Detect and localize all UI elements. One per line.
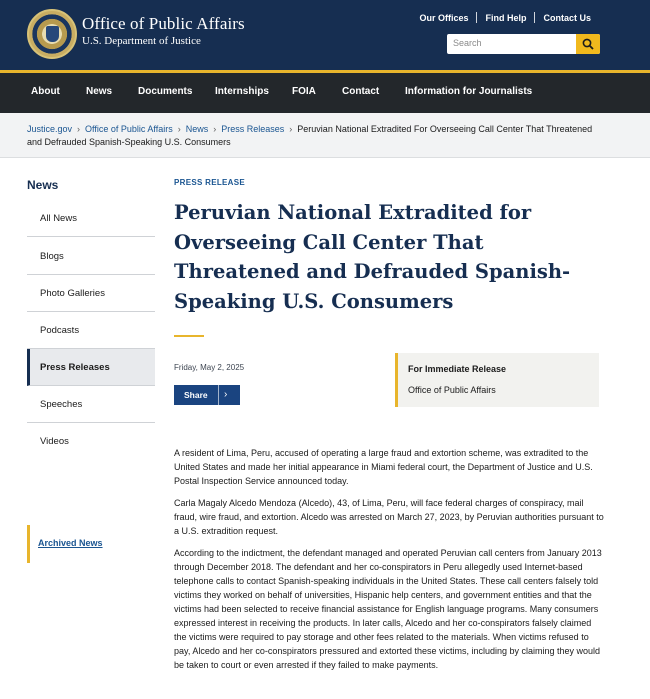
nav-news[interactable]: News: [86, 86, 113, 97]
sidebar-item-press-releases[interactable]: [27, 349, 155, 386]
article-body: [174, 446, 606, 680]
search-placeholder: Search: [453, 38, 482, 48]
sidebar-item-podcasts[interactable]: [27, 312, 155, 349]
sidebar-item-videos[interactable]: [27, 423, 155, 460]
sidebar-item-speeches[interactable]: [27, 386, 155, 423]
doj-seal-icon[interactable]: [27, 9, 77, 59]
divider: [534, 12, 535, 23]
article-paragraph: Carla Magaly Alcedo Mendoza (Alcedo), 43, of Lima, Peru, will face federal charges of conspiracy, mail fraud, wire fraud, and extortion. Alcedo was arrested on March 27, 2023, by Peruvian authorities pursuant to a U.S. extradition request.: [174, 498, 604, 536]
archived-news-link[interactable]: [27, 525, 155, 563]
search-button[interactable]: [576, 34, 600, 54]
contact-us-link[interactable]: Contact Us: [543, 12, 591, 23]
archived-news-label: Archived News: [38, 538, 103, 548]
article-paragraph: A resident of Lima, Peru, accused of operating a large fraud and extortion scheme, was extradited to the United States and made her initial appearance in Miami federal court, the Department of Justice and U.S. Postal Inspection Service announced today.: [174, 448, 593, 486]
release-info-box: [395, 353, 599, 407]
find-help-link[interactable]: Find Help: [485, 12, 527, 23]
sidebar-item-label: Blogs: [40, 251, 64, 262]
chevron-right-icon: ›: [77, 124, 81, 134]
article-type-label: PRESS RELEASE: [174, 178, 246, 187]
nav-information-for-journalists[interactable]: Information for Journalists: [405, 86, 533, 97]
breadcrumb-news[interactable]: News: [185, 124, 209, 134]
sidebar-item-all-news[interactable]: [27, 200, 155, 237]
sidebar-item-photo-galleries[interactable]: [27, 275, 155, 312]
sidebar-item-label: Speeches: [40, 399, 83, 410]
utility-links: [411, 12, 599, 23]
divider: [218, 385, 219, 405]
release-office: Office of Public Affairs: [408, 385, 496, 395]
nav-contact[interactable]: Contact: [342, 86, 380, 97]
publish-date: Friday, May 2, 2025: [174, 363, 245, 372]
chevron-right-icon: ›: [289, 124, 293, 134]
share-button[interactable]: [174, 385, 240, 405]
sidebar-item-label: Photo Galleries: [40, 288, 105, 299]
divider: [476, 12, 477, 23]
breadcrumb-current: Peruvian National Extradited For Overseeing Call Center That Threatened and Defrauded Spanish-Speaking U.S. Consumers: [27, 124, 593, 147]
nav-about[interactable]: About: [31, 86, 60, 97]
release-label: For Immediate Release: [408, 364, 507, 374]
chevron-right-icon: ›: [213, 124, 217, 134]
nav-foia[interactable]: FOIA: [292, 86, 316, 97]
office-subtitle: U.S. Department of Justice: [82, 35, 201, 47]
sidebar-heading: News: [27, 178, 59, 192]
breadcrumb: [27, 123, 607, 149]
our-offices-link[interactable]: Our Offices: [419, 12, 469, 23]
chevron-right-icon: ›: [224, 389, 228, 400]
breadcrumb-press-releases[interactable]: Press Releases: [221, 124, 285, 134]
sidebar-item-label: Press Releases: [40, 362, 110, 373]
sidebar-item-blogs[interactable]: [27, 238, 155, 275]
search-icon: [582, 38, 594, 50]
breadcrumb-office-of-public-affairs[interactable]: Office of Public Affairs: [85, 124, 173, 134]
sidebar-item-label: Videos: [40, 436, 69, 447]
site-header: [0, 0, 650, 70]
sidebar-item-label: All News: [40, 213, 77, 224]
office-title[interactable]: Office of Public Affairs: [82, 14, 245, 33]
nav-internships[interactable]: Internships: [215, 86, 269, 97]
search-input[interactable]: [447, 34, 600, 54]
breadcrumb-justice-gov[interactable]: Justice.gov: [27, 124, 73, 134]
share-label: Share: [184, 390, 208, 400]
main-nav: [0, 73, 650, 113]
sidebar-item-label: Podcasts: [40, 325, 80, 336]
chevron-right-icon: ›: [177, 124, 181, 134]
breadcrumb-bar: [0, 113, 650, 158]
article-paragraph: According to the indictment, the defendant managed and operated Peruvian call centers from January 2013 through December 2018. The defendant and her co-conspirators in Peru allegedly used Internet-based telephone calls to contact Spanish-speaking individuals in the United States. These call centers falsely told victims they worked on behalf of universities, Hispanic help centers, and government entities and that the victims had been selected to receive financial assistance for English language programs. Many consumers expressed interest in receiving the products. In later calls, Alcedo and her co-conspirators falsely claimed the victims were required to pay storage and other fees related to the materials. When victims refused to pay, Alcedo and her co-conspirators pressured and extorted these victims, including by claiming they would be taken to court or even arrested if they failed to make payments.: [174, 548, 602, 670]
page-title: Peruvian National Extradited for Overseeing Call Center That Threatened and Defrauded Spanish-Speaking U.S. Consumers: [174, 201, 571, 313]
nav-documents[interactable]: Documents: [138, 86, 193, 97]
title-accent-rule: [174, 335, 204, 337]
